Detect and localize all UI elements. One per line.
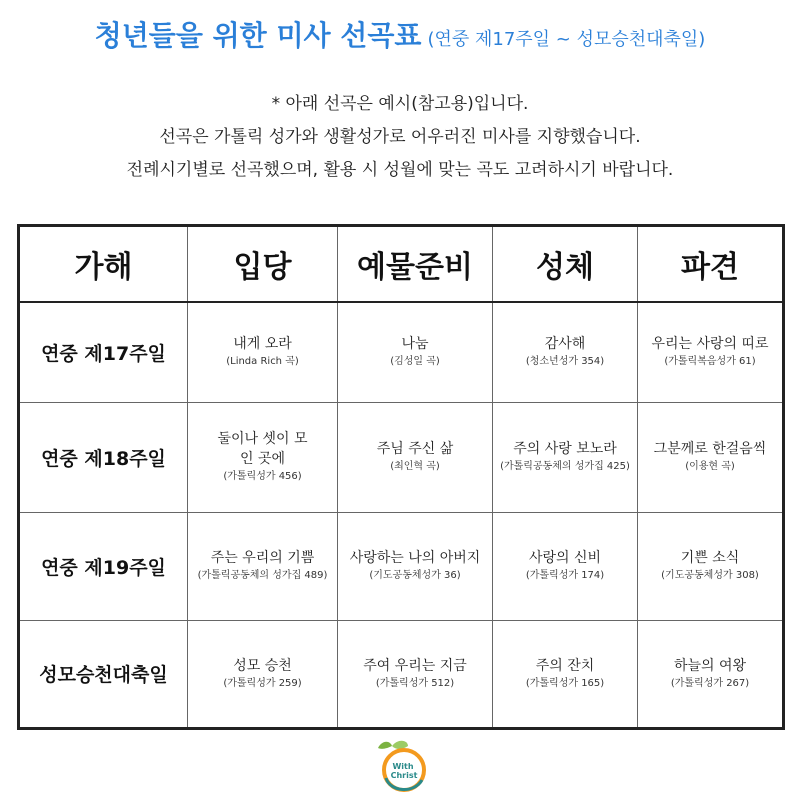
note-line: * 아래 선곡은 예시(참고용)입니다. <box>271 94 529 114</box>
song-title: 주의 사랑 보노라 <box>513 441 617 457</box>
song-cell <box>493 402 638 512</box>
row-label: 연중 제19주일 <box>19 512 188 620</box>
song-source: (가톨릭성가 165) <box>525 677 605 689</box>
header-row <box>19 226 784 303</box>
song-source: (가톨릭성가 267) <box>670 677 750 689</box>
page-title <box>0 14 800 54</box>
song-title: 주여 우리는 지금 <box>363 657 467 674</box>
song-cell <box>493 302 638 402</box>
song-title: 성모 승천 <box>233 657 292 674</box>
song-cell <box>188 402 338 512</box>
song-source: (이용현 곡) <box>685 461 735 472</box>
header-offertory: 예물준비 <box>338 226 493 303</box>
song-cell <box>338 620 493 728</box>
song-cell <box>188 620 338 728</box>
song-source: (김성일 곡) <box>390 356 440 368</box>
song-cell <box>638 620 784 728</box>
song-cell <box>493 620 638 728</box>
table-row <box>19 512 784 620</box>
song-source: (청소년성가 354) <box>525 356 605 368</box>
song-title: 그분께로 한걸음씩 <box>653 441 767 457</box>
table-row <box>19 402 784 512</box>
leaf-icon <box>392 741 408 749</box>
logo-text-christ: Christ <box>390 771 418 780</box>
song-source: (Linda Rich 곡) <box>226 356 299 368</box>
with-christ-logo <box>368 738 438 794</box>
song-source: (가톨릭성가 259) <box>223 677 302 689</box>
song-title: 사랑하는 나의 아버지 <box>349 550 481 566</box>
logo-text-with: With <box>392 762 414 771</box>
song-cell <box>338 302 493 402</box>
note-line: 선곡은 가톨릭 성가와 생활성가로 어우러진 미사를 지향했습니다. <box>159 127 641 147</box>
note-line: 전례시기별로 선곡했으며, 활용 시 성월에 맞는 곡도 고려하시기 바랍니다. <box>126 160 674 180</box>
song-source: (가톨릭공동체의 성가집 425) <box>500 461 630 472</box>
song-title: 둘이나 셋이 모인 곳에 <box>217 431 308 467</box>
row-label: 성모승천대축일 <box>19 620 188 728</box>
header-entrance: 입당 <box>188 226 338 303</box>
song-cell <box>188 512 338 620</box>
song-title: 사랑의 신비 <box>528 550 602 566</box>
song-title: 주의 잔치 <box>535 657 595 674</box>
row-label: 연중 제18주일 <box>19 402 188 512</box>
song-title: 감사해 <box>544 336 586 353</box>
song-source: (기도공동체성가 308) <box>661 570 759 581</box>
song-title: 주는 우리의 기쁨 <box>210 550 315 566</box>
song-title: 하늘의 여왕 <box>673 657 747 674</box>
song-cell <box>493 512 638 620</box>
header-communion: 성체 <box>493 226 638 303</box>
table-row <box>19 620 784 728</box>
song-schedule-table <box>17 224 785 730</box>
song-source: (가톨릭복음성가 61) <box>664 356 756 368</box>
table-row <box>19 302 784 402</box>
song-cell <box>638 512 784 620</box>
song-cell <box>638 402 784 512</box>
notes <box>0 88 800 187</box>
song-source: (가톨릭공동체의 성가집 489) <box>197 570 328 581</box>
song-source: (가톨릭성가 456) <box>223 471 302 482</box>
song-cell <box>338 402 493 512</box>
song-cell <box>638 302 784 402</box>
song-source: (최인혁 곡) <box>390 461 440 472</box>
song-title: 나눔 <box>401 336 429 353</box>
song-source: (가톨릭성가 174) <box>525 570 605 581</box>
row-label: 연중 제17주일 <box>19 302 188 402</box>
song-cell <box>188 302 338 402</box>
song-source: (기도공동체성가 36) <box>369 570 461 581</box>
song-cell <box>338 512 493 620</box>
header-dismissal: 파견 <box>638 226 784 303</box>
song-title: 주님 주신 삶 <box>376 441 454 457</box>
song-source: (가톨릭성가 512) <box>375 677 455 689</box>
title-main: 청년들을 위한 미사 선곡표 <box>94 19 422 52</box>
song-title: 내게 오라 <box>233 336 292 353</box>
song-title: 기쁜 소식 <box>680 550 740 566</box>
title-sub: (연중 제17주일 ~ 성모승천대축일) <box>427 29 706 50</box>
leaf-icon <box>378 742 392 749</box>
header-year-cycle: 가해 <box>19 226 188 303</box>
song-title: 우리는 사랑의 띠로 <box>651 336 769 353</box>
